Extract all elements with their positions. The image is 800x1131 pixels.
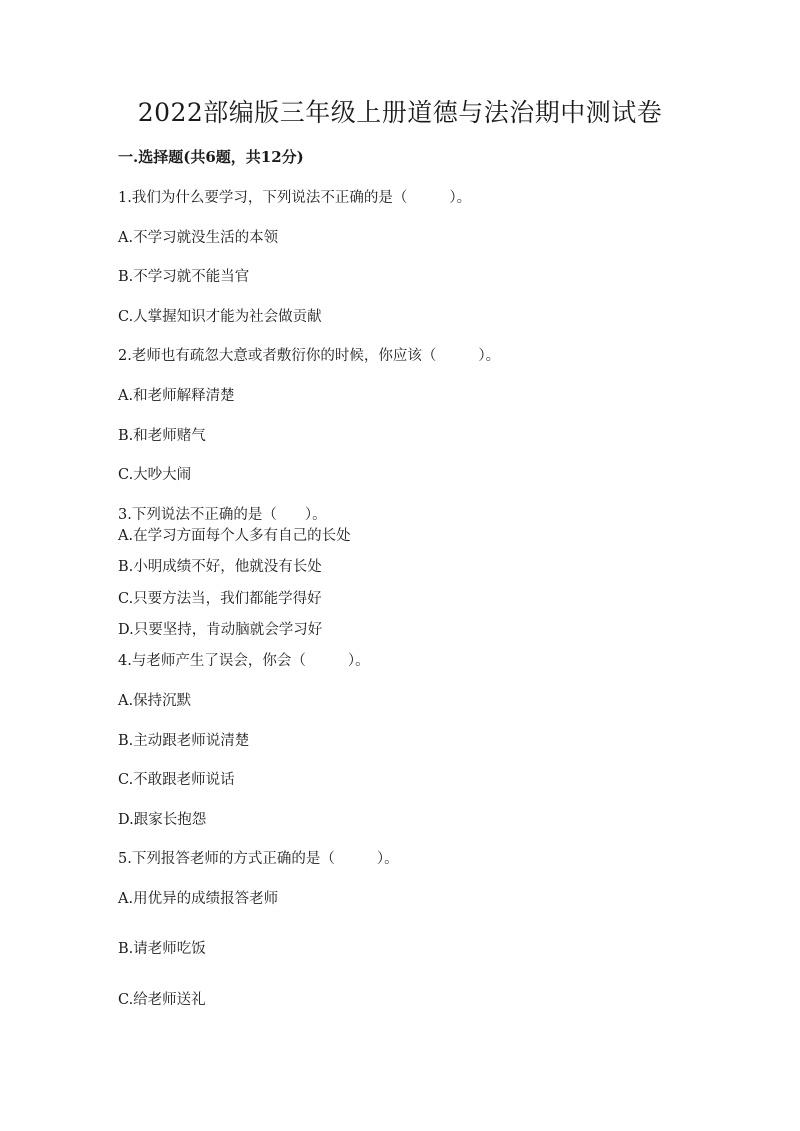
question-3-option-c: C.只要方法当，我们都能学得好: [118, 591, 322, 607]
question-stem-end: ）。: [347, 653, 370, 669]
question-1-option-c: C.人掌握知识才能为社会做贡献: [118, 309, 322, 325]
question-2-option-c: C.大吵大闹: [118, 467, 192, 483]
question-5-option-a: A.用优异的成绩报答老师: [118, 891, 279, 907]
question-stem-end: ）。: [304, 507, 327, 523]
question-4-stem: [118, 650, 370, 672]
question-3-option-d: D.只要坚持，肯动脑就会学习好: [118, 622, 323, 638]
question-4-option-b: B.主动跟老师说清楚: [118, 733, 250, 749]
question-3-option-a: A.在学习方面每个人多有自己的长处: [118, 528, 351, 544]
question-5-option-b: B.请老师吃饭: [118, 941, 206, 957]
question-5-option-c: C.给老师送礼: [118, 992, 206, 1008]
question-stem-text: 2.老师也有疏忽大意或者敷衍你的时候，你应该（: [118, 348, 437, 364]
question-stem-text: 1.我们为什么要学习，下列说法不正确的是（: [118, 190, 408, 206]
question-4-option-c: C.不敢跟老师说话: [118, 772, 235, 788]
question-1-stem: [118, 187, 471, 209]
question-stem-text: 5.下列报答老师的方式正确的是（: [118, 851, 335, 867]
question-4-option-a: A.保持沉默: [118, 693, 192, 709]
question-stem-end: ）。: [449, 190, 472, 206]
exam-title: 2022部编版三年级上册道德与法治期中测试卷: [137, 98, 663, 127]
question-stem-text: 4.与老师产生了误会，你会（: [118, 653, 306, 669]
question-5-stem: [118, 848, 399, 870]
question-3-stem: [118, 504, 327, 526]
question-stem-text: 3.下列说法不正确的是（: [118, 507, 277, 523]
question-2-option-a: A.和老师解释清楚: [118, 388, 235, 404]
question-3-option-b: B.小明成绩不好，他就没有长处: [118, 559, 322, 575]
question-stem-end: ）。: [376, 851, 399, 867]
question-2-option-b: B.和老师赌气: [118, 428, 206, 444]
question-stem-end: ）。: [478, 348, 501, 364]
section-heading: 一.选择题(共6题，共12分): [118, 148, 304, 166]
question-4-option-d: D.跟家长抱怨: [118, 812, 207, 828]
question-2-stem: [118, 345, 500, 367]
question-1-option-b: B.不学习就不能当官: [118, 269, 250, 285]
question-1-option-a: A.不学习就没生活的本领: [118, 230, 279, 246]
